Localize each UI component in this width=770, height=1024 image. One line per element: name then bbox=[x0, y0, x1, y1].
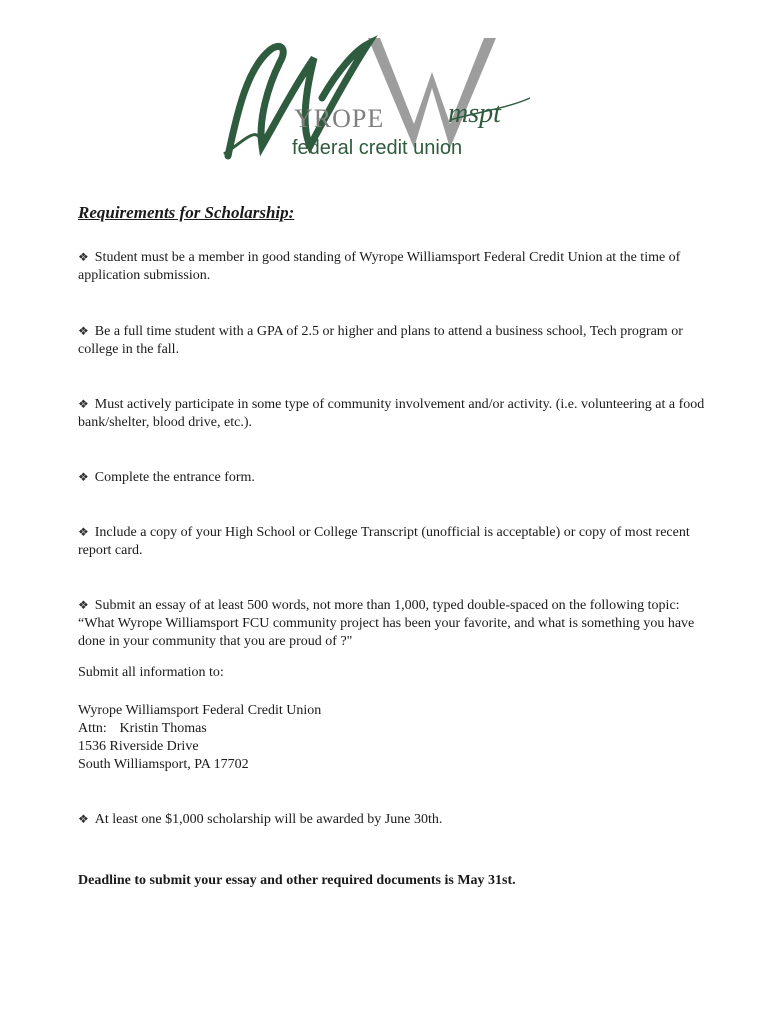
address-street: 1536 Riverside Drive bbox=[78, 739, 199, 754]
submit-to-label: Submit all information to: bbox=[78, 665, 224, 680]
diamond-bullet-icon: ❖ bbox=[78, 812, 89, 826]
requirement-item bbox=[78, 322, 708, 359]
logo bbox=[218, 28, 538, 163]
diamond-bullet-icon: ❖ bbox=[78, 470, 89, 484]
requirement-text: Must actively participate in some type of community involvement and/or activity. (i.e. volunteering at a food bank/shelter, blood drive, etc.). bbox=[78, 397, 705, 430]
diamond-bullet-icon: ❖ bbox=[78, 598, 89, 612]
requirement-text: Student must be a member in good standing of Wyrope Williamsport Federal Credit Union at the time of application submission. bbox=[78, 250, 681, 283]
logo-text-fcu: federal credit union bbox=[292, 137, 463, 159]
requirement-text: Include a copy of your High School or College Transcript (unofficial is acceptable) or copy of most recent report card. bbox=[78, 525, 690, 558]
requirement-text: Submit an essay of at least 500 words, not more than 1,000, typed double-spaced on the following topic: “What Wyrope Williamsport FCU community project has been your favorite, and what is something you have done in your community that you are proud of ?" bbox=[78, 598, 695, 649]
requirement-text: Complete the entrance form. bbox=[94, 470, 255, 485]
deadline-notice: Deadline to submit your essay and other required documents is May 31st. bbox=[78, 873, 516, 888]
mailing-address bbox=[78, 702, 708, 774]
requirement-item bbox=[78, 395, 708, 432]
attn-name: Kristin Thomas bbox=[119, 721, 207, 736]
page-title: Requirements for Scholarship: bbox=[78, 203, 295, 222]
diamond-bullet-icon: ❖ bbox=[78, 397, 89, 411]
document-body bbox=[78, 204, 708, 890]
requirement-item bbox=[78, 523, 708, 560]
address-org: Wyrope Williamsport Federal Credit Union bbox=[78, 703, 322, 718]
award-text: At least one $1,000 scholarship will be awarded by June 30th. bbox=[94, 812, 443, 827]
requirement-item bbox=[78, 248, 708, 285]
requirement-item bbox=[78, 468, 708, 487]
diamond-bullet-icon: ❖ bbox=[78, 525, 89, 539]
award-item bbox=[78, 810, 708, 829]
diamond-bullet-icon: ❖ bbox=[78, 250, 89, 264]
logo-text-rope: YROPE bbox=[294, 104, 385, 133]
requirement-item bbox=[78, 596, 708, 651]
diamond-bullet-icon: ❖ bbox=[78, 324, 89, 338]
address-attn bbox=[78, 720, 708, 738]
attn-label: Attn: bbox=[78, 721, 107, 736]
requirement-text: Be a full time student with a GPA of 2.5 or higher and plans to attend a business school, Tech program or college in the fall. bbox=[78, 324, 683, 357]
address-city: South Williamsport, PA 17702 bbox=[78, 757, 249, 772]
logo-text-msp: mspt bbox=[448, 98, 501, 129]
